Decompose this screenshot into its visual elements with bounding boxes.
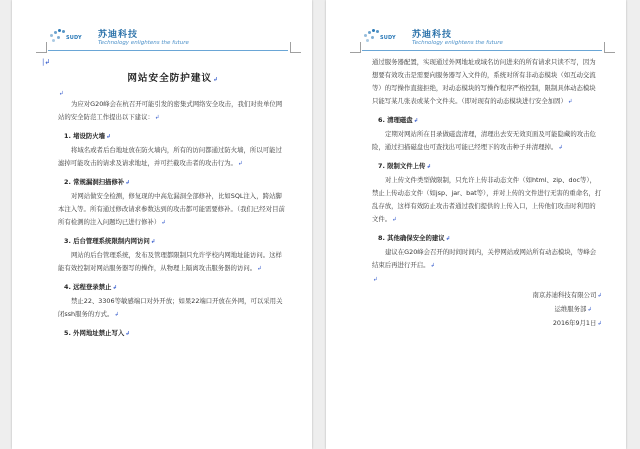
signature-dept: 运维服务部↲ [554,305,592,313]
paragraph-mark: ↲ [59,91,64,97]
document-body[interactable] [372,56,602,331]
brand-logo-text: SUDY [66,35,82,41]
section-heading: 8. 其他确保安全的建议↲ [378,234,451,242]
page-header [362,26,562,50]
margin-corner-mark [604,42,615,53]
margin-corner-mark [350,42,361,53]
section-heading: 6. 清理磁盘↲ [378,116,419,124]
company-name: 苏迪科技 [98,30,139,40]
document-body[interactable] [58,72,288,341]
text-cursor-icon: |↲ [42,58,51,66]
section-text: 网站的后台管理系统，发布及管理都限制只允许学校内网地址能访问。这样能有效控制对网站服务器写的操作，从物理上隔离攻击服务器的访问。↲ [58,251,282,272]
intro-paragraph: 为应对G20峰会在杭召开可能引发的密集式网络安全攻击，我们对贵单位网站的安全防范工作提出以下建议：↲ [58,100,283,121]
signature-date: 2016年9月1日↲ [552,319,602,327]
section-text: 对网站做安全检测，修复现的中高危漏洞全部修补，比如SQL注入，跨站脚本注入等。所有通过修改请求参数达到的攻击都可能需要修补。（我们已经对目前所有检测的注入问题均已进行修补）↲ [58,192,285,226]
section-text: 禁止22、3306等敏感端口对外开放；如果22端口开放在外网，可以采用关闭ssh服务的方式。↲ [58,297,283,318]
section-heading: 7. 限制文件上传↲ [378,162,432,170]
header-rule [48,50,288,51]
company-slogan: Technology enlightens the future [412,40,503,46]
margin-corner-mark [290,42,301,53]
margin-corner-mark [36,42,47,53]
document-page-left [12,0,312,449]
company-name: 苏迪科技 [412,30,453,40]
section-heading: 3. 后台管理系统限制内网访问↲ [64,237,156,245]
section-heading: 4. 远程登录禁止↲ [64,283,118,291]
signature-company: 南京苏迪科技有限公司↲ [532,291,602,299]
section-heading: 1. 堵设防火墙↲ [64,132,111,140]
section-text: 定期对网站所在目录做磁盘清理，清理出去安无效页面及可能隐藏的攻击危险，通过扫描磁盘也可查找出可能已经埋下的攻击种子并清理掉。↲ [372,130,596,151]
brand-logo-text: SUDY [380,35,396,41]
company-slogan: Technology enlightens the future [98,40,189,46]
paragraph-mark: ↲ [373,277,378,283]
page-header [48,26,248,50]
section-heading: 5. 外网地址禁止写入↲ [64,329,130,337]
section-text: 将域名或者后台地址放在防火墙内，所有的访问都通过防火墙，所以可能过滤掉可能攻击的请求及请求地址，并可拦截攻击者的攻击行为。↲ [58,146,282,167]
section-heading: 2. 常规漏洞扫描修补↲ [64,178,130,186]
header-rule [362,50,602,51]
section-text: 对上传文件类型做限制，只允许上传非动态文件（如html、zip、doc等），禁止上传动态文件（如jsp、jar、bat等），并对上传的文件进行无害的重命名，打乱存放，这样有效防止攻击者通过我们提供的上传入口，上传他们攻击时利用的文件。↲ [372,176,602,223]
document-page-right [326,0,626,449]
continuation-paragraph: 通过服务器配置，实现通过外网地址或域名访问进来的所有请求只读不写，因为想要有效攻击是需要向服务器写入文件的，系统对所有非动态模块（如互动交流等）的写操作直接拒绝，对动态模块的写操作程序严格控制，限制具体动态模块只能写某几张表或某个文件夹。（即对现有的动态模块进行安全加固）↲ [372,58,596,105]
section-text: 建议在G20峰会召开的时间时间内，关停网站或网站所有动态模块，等峰会结束后再进行开启。↲ [372,248,597,269]
page-title: 网站安全防护建议↲ [127,73,219,84]
